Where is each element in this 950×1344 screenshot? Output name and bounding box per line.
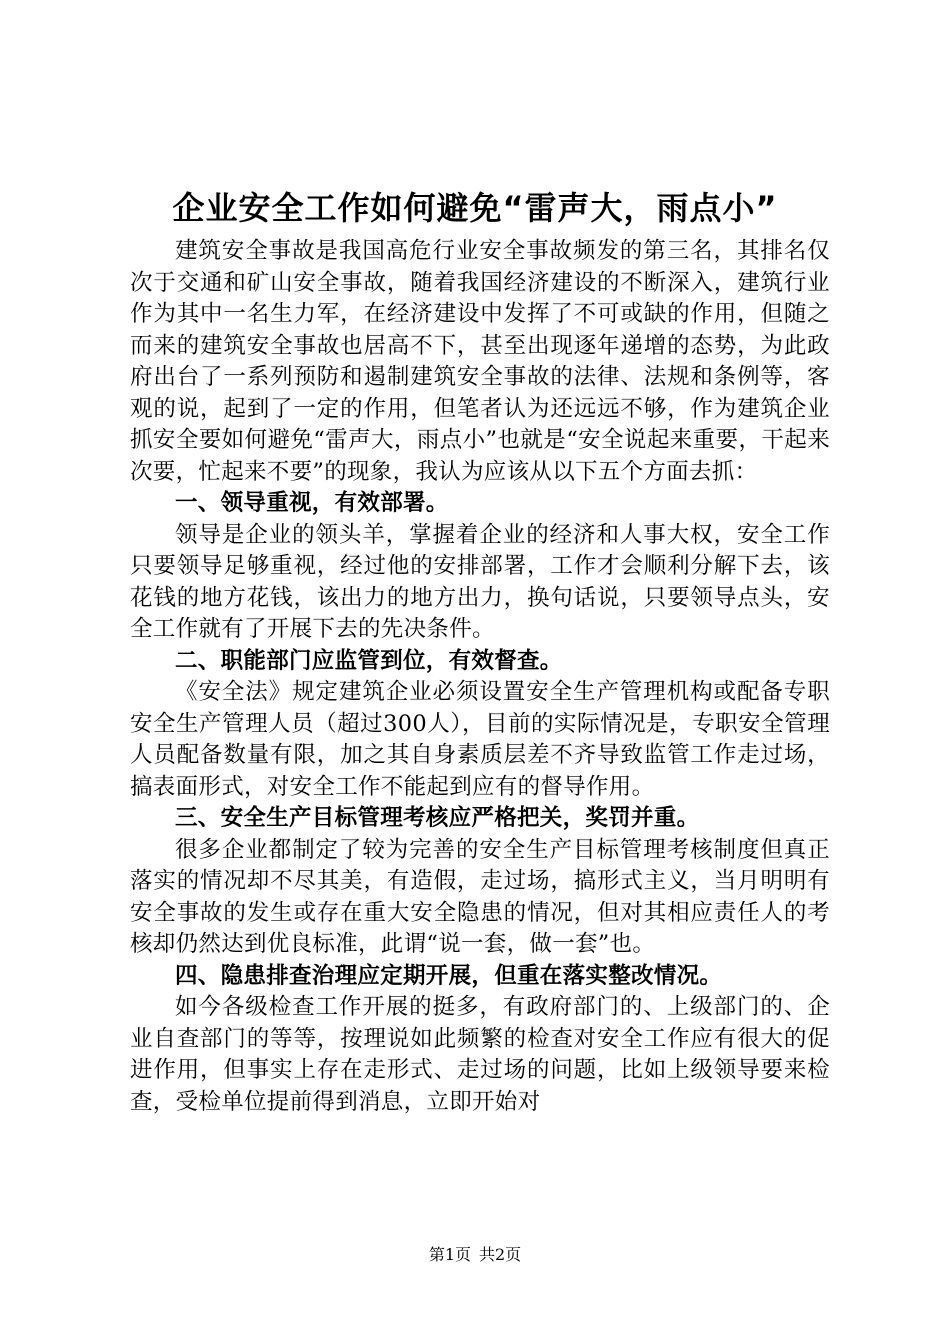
section-heading: 三、安全生产目标管理考核应严格把关，奖罚并重。 [175, 805, 700, 831]
section-heading: 一、领导重视，有效部署。 [175, 490, 449, 516]
body-paragraph: 《安全法》规定建筑企业必须设置安全生产管理机构或配备专职安全生产管理人员（超过300人），目前的实际情况是，专职安全管理人员配备数量有限，加之其自身素质层差不齐导致监管工作走过场，搞表面形式，对安全工作不能起到应有的督导作用。 [130, 679, 830, 800]
body-paragraph: 如今各级检查工作开展的挺多，有政府部门的、上级部门的、企业自查部门的等等，按理说如此频繁的检查对安全工作应有很大的促进作用，但事实上存在走形式、走过场的问题，比如上级领导要来检查，受检单位提前得到消息，立即开始对 [130, 994, 830, 1115]
page-total: 共2页 [479, 1245, 522, 1264]
section-heading: 四、隐患排查治理应定期开展，但重在落实整改情况。 [175, 962, 723, 989]
body-paragraph: 建筑安全事故是我国高危行业安全事故频发的第三名，其排名仅次于交通和矿山安全事故，随着我国经济建设的不断深入，建筑行业作为其中一名生力军，在经济建设中发挥了不可或缺的作用，但随之而来的建筑安全事故也居高不下，甚至出现逐年递增的态势，为此政府出台了一系列预防和遏制建筑安全事故的法律、法规和条例等，客观的说，起到了一定的作用，但笔者认为还远远不够，作为建筑企业抓安全要如何避免“雷声大，雨点小”也就是“安全说起来重要，干起来次要，忙起来不要”的现象，我认为应该从以下五个方面去抓： [130, 238, 830, 485]
body-paragraph: 很多企业都制定了较为完善的安全生产目标管理考核制度但真正落实的情况却不尽其美，有造假，走过场，搞形式主义，当月明明有安全事故的发生或存在重大安全隐患的情况，但对其相应责任人的考核却仍然达到优良标准，此谓“说一套，做一套”也。 [130, 836, 830, 957]
section-heading: 二、职能部门应监管到位，有效督查。 [175, 647, 563, 674]
body-paragraph: 领导是企业的领头羊，掌握着企业的经济和人事大权，安全工作只要领导足够重视，经过他的安排部署，工作才会顺利分解下去，该花钱的地方花钱，该出力的地方出力，换句话说，只要领导点头，安全工作就有了开展下去的先决条件。 [130, 521, 830, 642]
page-number: 第1页 [428, 1245, 471, 1264]
document-body [130, 236, 830, 1118]
document-title: 企业安全工作如何避免“雷声大，雨点小” [172, 189, 778, 227]
page-footer [0, 1244, 950, 1266]
